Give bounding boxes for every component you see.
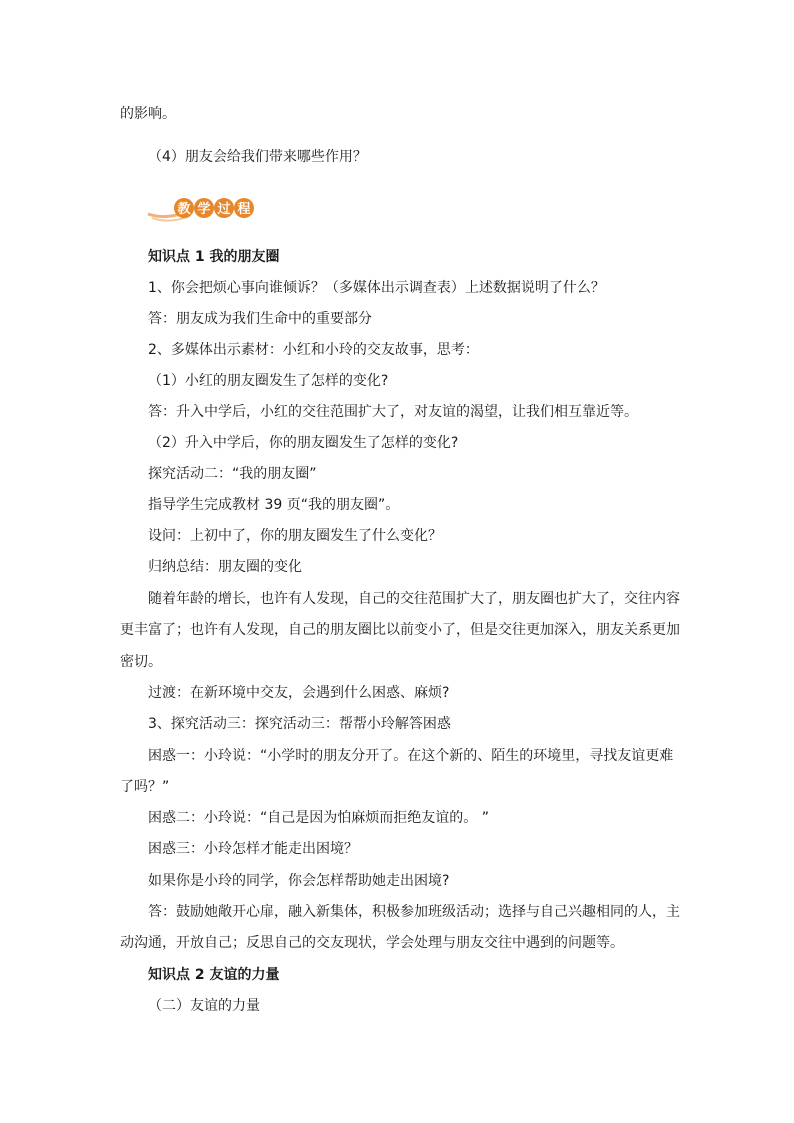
answer-2-1: 答：升入中学后，小红的交往范围扩大了，对友谊的渴望，让我们相互靠近等。 [148,404,638,420]
answer-help-cont: 动沟通，开放自己；反思自己的交友现状，学会处理与朋友交往中遇到的问题等。 [120,935,624,951]
knowledge-point-1-heading: 知识点 1 我的朋友圈 [148,249,280,265]
text-line: 的影响。 [120,106,176,122]
guide-text: 指导学生完成教材 39 页“我的朋友圈”。 [148,497,400,513]
question-1: 1、你会把烦心事向谁倾诉？（多媒体出示调查表）上述数据说明了什么？ [148,280,605,296]
paragraph-line: 密切。 [120,654,162,670]
question-help: 如果你是小玲的同学，你会怎样帮助她走出困境? [148,873,450,889]
question-2-1: （1）小红的朋友圈发生了怎样的变化? [148,373,389,389]
badge-char: 学 [197,202,211,217]
question-2-2: （2）升入中学后，你的朋友圈发生了怎样的变化? [148,435,459,451]
confusion-1: 困惑一：小玲说：“小学时的朋友分开了。在这个新的、陌生的环境里，寻找友谊更难 [148,748,674,764]
transition-text: 过渡：在新环境中交友，会遇到什么困惑、麻烦? [148,685,450,701]
activity-3: 3、探究活动三：探究活动三：帮帮小玲解答困惑 [148,716,451,732]
ask-text: 设问：上初中了，你的朋友圈发生了什么变化？ [148,528,442,544]
answer-1: 答：朋友成为我们生命中的重要部分 [148,311,372,327]
badge-char: 教 [177,202,191,217]
paragraph-line: 随着年龄的增长，也许有人发现，自己的交往范围扩大了，朋友圈也扩大了，交往内容 [148,591,680,607]
knowledge-point-2-heading: 知识点 2 友谊的力量 [148,967,280,983]
answer-help: 答：鼓励她敞开心扉，融入新集体，积极参加班级活动；选择与自己兴趣相同的人，主 [148,904,680,920]
teaching-process-badge [146,190,256,226]
section-2-title: （二）友谊的力量 [148,998,260,1014]
summary-text: 归纳总结：朋友圈的变化 [148,559,302,575]
confusion-2: 困惑二：小玲说：“自己是因为怕麻烦而拒绝友谊的。 ” [148,810,489,826]
confusion-1-cont: 了吗？” [120,779,170,795]
paragraph-line: 更丰富了；也许有人发现，自己的朋友圈比以前变小了，但是交往更加深入，朋友关系更加 [120,622,680,638]
activity-2: 探究活动二：“我的朋友圈” [148,466,317,482]
badge-char: 程 [237,202,251,217]
question-2: 2、多媒体出示素材：小红和小玲的交友故事，思考： [148,342,479,358]
confusion-3: 困惑三：小玲怎样才能走出困境？ [148,841,358,857]
badge-char: 过 [217,202,231,217]
question-4: （4）朋友会给我们带来哪些作用？ [148,149,367,165]
